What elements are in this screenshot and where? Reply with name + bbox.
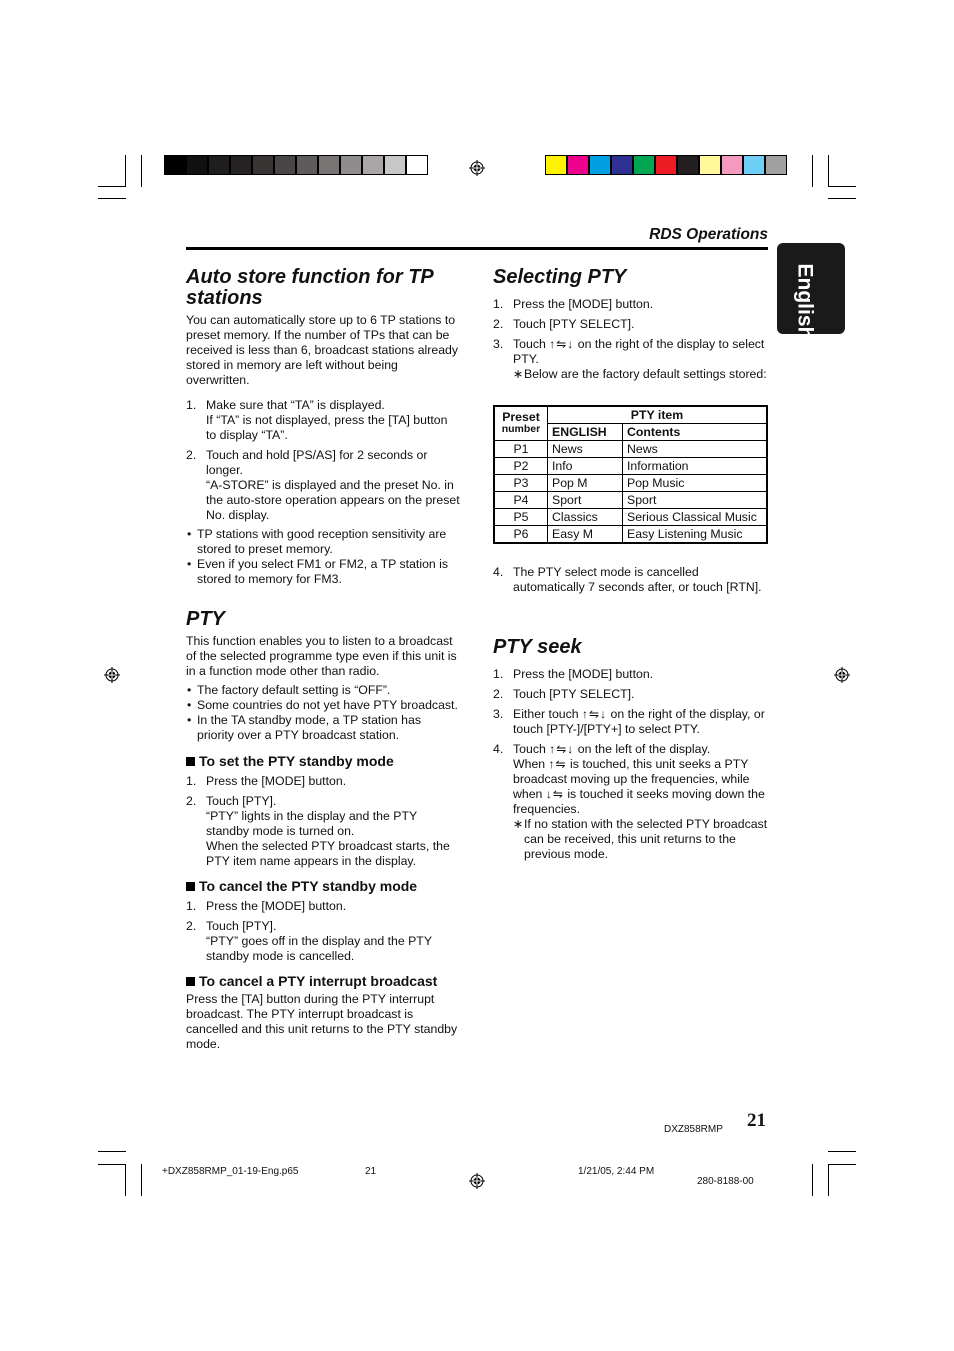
crop-mark — [125, 155, 126, 187]
contents-cell: Information — [623, 458, 768, 475]
set-standby-heading: To set the PTY standby mode — [186, 753, 461, 770]
color-swatch — [252, 155, 274, 175]
crop-mark — [828, 198, 856, 199]
pty-seek-heading: PTY seek — [493, 636, 582, 658]
color-swatch — [677, 155, 699, 175]
square-bullet-icon — [186, 977, 195, 986]
autostore-steps — [186, 398, 461, 523]
registration-mark-icon — [104, 667, 120, 683]
list-item: 2. Touch [PTY]. “PTY” lights in the display and the PTY standby mode is turned on. When the selected PTY broadcast starts, the PTY item name appears in the display. — [186, 794, 450, 868]
autostore-bullets — [186, 527, 461, 587]
model-label: DXZ858RMP — [664, 1124, 723, 1135]
crop-mark — [141, 1164, 142, 1196]
list-item: 2. Touch [PTY SELECT]. — [493, 687, 635, 701]
crop-mark — [125, 1164, 126, 1196]
preset-cell: P6 — [494, 526, 548, 544]
table-header-preset: Preset number — [494, 406, 548, 441]
list-item: 3. Touch ↑⇋↓ on the right of the display to select PTY. ∗ Below are the factory default settings stored: — [493, 337, 768, 382]
pty-table-body — [494, 441, 767, 544]
list-item: • Some countries do not yet have PTY broadcast. — [186, 698, 461, 713]
table-row — [494, 441, 767, 458]
crop-mark — [98, 186, 126, 187]
color-swatch — [164, 155, 186, 175]
color-swatch — [274, 155, 296, 175]
preset-cell: P5 — [494, 509, 548, 526]
selecting-step4-list — [493, 565, 768, 595]
color-swatch — [633, 155, 655, 175]
cancel-standby-heading: To cancel the PTY standby mode — [186, 878, 461, 895]
color-swatch — [655, 155, 677, 175]
pty-intro: This function enables you to listen to a broadcast of the selected programme type even if this unit is in a function mode other than radio. — [186, 634, 457, 678]
language-tab-label: English — [793, 263, 817, 340]
crop-mark — [98, 1151, 126, 1152]
list-item: • In the TA standby mode, a TP station has priority over a PTY broadcast station. — [186, 713, 461, 743]
footer-datetime: 1/21/05, 2:44 PM — [578, 1166, 655, 1177]
color-swatch — [765, 155, 787, 175]
square-bullet-icon — [186, 757, 195, 766]
preset-cell: P4 — [494, 492, 548, 509]
color-swatch — [611, 155, 633, 175]
list-item: 1. Press the [MODE] button. — [493, 667, 654, 681]
table-header-contents: Contents — [623, 424, 768, 441]
up-seek-icon: ↑⇋ — [548, 757, 567, 771]
contents-cell: News — [623, 441, 768, 458]
selecting-pty-heading: Selecting PTY — [493, 266, 627, 288]
contents-cell: Easy Listening Music — [623, 526, 768, 544]
list-item: 1. Press the [MODE] button. — [493, 297, 654, 311]
crop-mark — [828, 1164, 829, 1196]
list-item: 2. Touch [PTY]. “PTY” goes off in the display and the PTY standby mode is cancelled. — [186, 919, 432, 963]
contents-cell: Sport — [623, 492, 768, 509]
table-row — [494, 475, 767, 492]
crop-mark — [828, 155, 829, 187]
pty-heading: PTY — [186, 608, 225, 630]
selecting-pty-section — [493, 297, 768, 382]
header-rule — [186, 247, 768, 250]
english-cell: Pop M — [548, 475, 623, 492]
table-row — [494, 492, 767, 509]
color-swatch — [567, 155, 589, 175]
color-swatch — [384, 155, 406, 175]
crop-mark — [812, 155, 813, 187]
color-swatch — [208, 155, 230, 175]
crop-mark — [828, 1151, 856, 1152]
crop-mark — [812, 1164, 813, 1196]
preset-cell: P3 — [494, 475, 548, 492]
contents-cell: Serious Classical Music — [623, 509, 768, 526]
cancel-interrupt-text: Press the [TA] button during the PTY interrupt broadcast. The PTY interrupt broadcast is cancelled and this unit returns to the PTY standby mode. — [186, 992, 458, 1051]
color-swatch — [296, 155, 318, 175]
registration-mark-icon — [469, 1173, 485, 1189]
footer-code: 280-8188-00 — [697, 1176, 754, 1187]
list-item: • TP stations with good reception sensitivity are stored to preset memory. — [186, 527, 461, 557]
color-swatch — [545, 155, 567, 175]
color-swatch — [406, 155, 428, 175]
english-cell: News — [548, 441, 623, 458]
crop-mark — [828, 1164, 856, 1165]
section-label: RDS Operations — [649, 226, 768, 243]
table-header-english: ENGLISH — [548, 424, 623, 441]
color-swatch — [743, 155, 765, 175]
color-swatch — [699, 155, 721, 175]
preset-cell: P2 — [494, 458, 548, 475]
color-swatch — [340, 155, 362, 175]
list-item: 3. Either touch ↑⇋↓ on the right of the display, or touch [PTY-]/[PTY+] to select PTY. — [493, 707, 765, 736]
up-down-seek-icon: ↑⇋↓ — [549, 742, 575, 756]
list-item: 1. Press the [MODE] button. — [186, 774, 347, 788]
list-item: • The factory default setting is “OFF”. — [186, 683, 461, 698]
color-swatch — [721, 155, 743, 175]
crop-mark — [98, 1164, 126, 1165]
english-cell: Sport — [548, 492, 623, 509]
list-item: 4. The PTY select mode is cancelled automatically 7 seconds after, or touch [RTN]. — [493, 565, 762, 594]
english-cell: Easy M — [548, 526, 623, 544]
table-bottom-gap — [493, 541, 768, 542]
square-bullet-icon — [186, 882, 195, 891]
no-station-note: ∗ If no station with the selected PTY broadcast can be received, this unit returns to the previous mode. — [513, 817, 768, 862]
english-cell: Classics — [548, 509, 623, 526]
crop-mark — [141, 155, 142, 187]
pty-section — [186, 634, 461, 1052]
seek-steps — [493, 667, 768, 862]
list-item: 2. Touch [PTY SELECT]. — [493, 317, 635, 331]
color-swatch — [589, 155, 611, 175]
color-swatch — [186, 155, 208, 175]
list-item: 1. Make sure that “TA” is displayed. If “TA” is not displayed, press the [TA] button to display “TA”. — [186, 398, 448, 442]
registration-mark-icon — [834, 667, 850, 683]
up-down-seek-icon: ↑⇋↓ — [549, 337, 575, 351]
autostore-section — [186, 313, 461, 587]
selecting-steps — [493, 297, 768, 382]
cancel-standby-steps — [186, 899, 461, 964]
down-seek-icon: ↓⇋ — [545, 787, 564, 801]
set-standby-steps — [186, 774, 461, 869]
autostore-heading: Auto store function for TP stations — [186, 266, 434, 309]
footer-file: +DXZ858RMP_01-19-Eng.p65 — [162, 1166, 299, 1177]
english-cell: Info — [548, 458, 623, 475]
color-swatch — [230, 155, 252, 175]
color-swatch — [362, 155, 384, 175]
pty-item-table — [493, 405, 768, 544]
cancel-interrupt-heading: To cancel a PTY interrupt broadcast — [186, 973, 461, 990]
color-swatch — [318, 155, 340, 175]
page-number: 21 — [747, 1110, 766, 1131]
contents-cell: Pop Music — [623, 475, 768, 492]
registration-mark-icon — [469, 160, 485, 176]
up-down-seek-icon: ↑⇋↓ — [582, 707, 608, 721]
language-tab — [777, 243, 845, 340]
pty-bullets — [186, 683, 461, 743]
list-item: 2. Touch and hold [PS/AS] for 2 seconds or longer. “A-STORE” is displayed and the preset No. in the auto-store operation appears on the preset No. display. — [186, 448, 460, 522]
crop-mark — [828, 186, 856, 187]
list-item: • Even if you select FM1 or FM2, a TP station is stored to memory for FM3. — [186, 557, 461, 587]
table-header-pty-item: PTY item — [548, 406, 768, 424]
table-row — [494, 458, 767, 475]
list-item: 4. Touch ↑⇋↓ on the left of the display. When ↑⇋ is touched, this unit seeks a PTY broadcast moving up the frequencies, while when ↓⇋ is touched it seeks moving down the frequencies. ∗ If no station with the selected PTY broadcast can be received, this unit returns to the previous mode. — [493, 742, 768, 862]
factory-default-note: ∗ Below are the factory default settings stored: — [513, 367, 768, 382]
autostore-intro: You can automatically store up to 6 TP stations to preset memory. If the number of TPs that can be received is less than 6, broadcast stations already stored in memory are left without being overwritten. — [186, 313, 459, 387]
pty-seek-section — [493, 667, 768, 862]
preset-cell: P1 — [494, 441, 548, 458]
selecting-pty-step4 — [493, 565, 768, 595]
table-row — [494, 509, 767, 526]
crop-mark — [98, 198, 126, 199]
footer-file-page: 21 — [365, 1166, 377, 1177]
list-item: 1. Press the [MODE] button. — [186, 899, 347, 913]
